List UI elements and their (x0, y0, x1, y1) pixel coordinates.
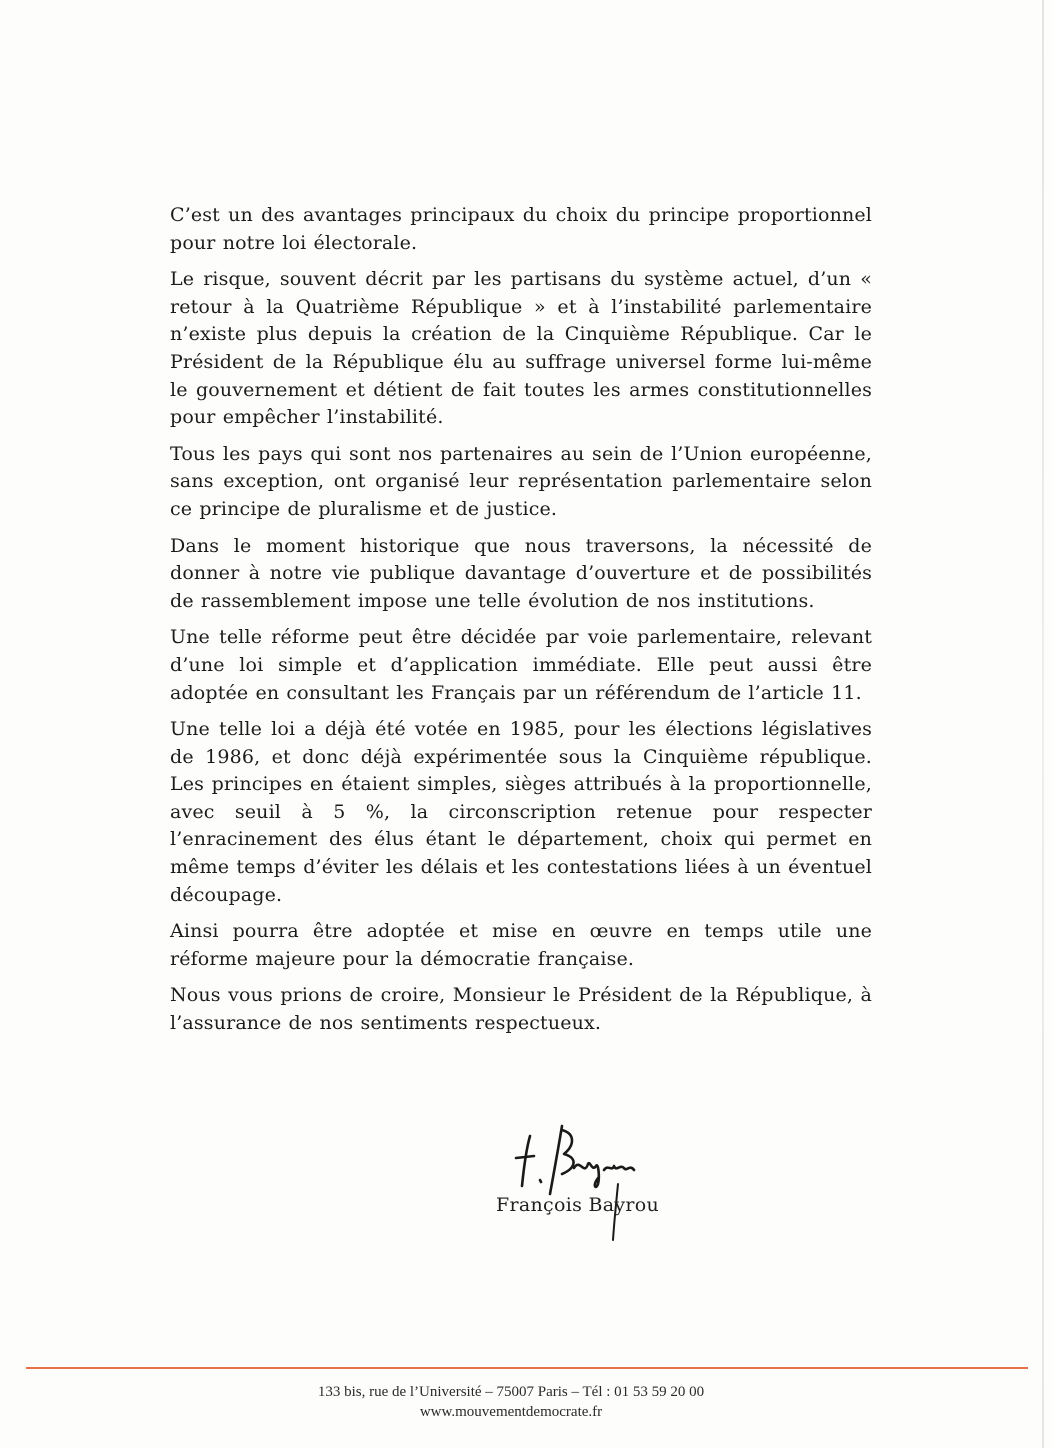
footer-website: www.mouvementdemocrate.fr (419, 1404, 603, 1420)
handwritten-signature (510, 1120, 650, 1250)
paragraph-6: Une telle loi a déjà été votée en 1985, pour les élections législatives de 1986, et donc déjà expérimentée sous la Cinquième république. Les principes en étaient simples, sièges attribués à la proportionnelle, avec seuil à 5 %, la circonscription retenue pour respecter l’enracinement des élus étant le département, choix qui permet en même temps d’éviter les délais et les contestations liées à un éventuel découpage. (170, 718, 872, 906)
footer-divider (26, 1367, 1028, 1369)
signature-block (470, 1120, 710, 1260)
paragraph-3: Tous les pays qui sont nos partenaires au sein de l’Union européenne, sans exception, ont organisé leur représentation parlementaire selon ce principe de pluralisme et de justice. (170, 442, 872, 520)
page-edge-shadow (1042, 0, 1044, 1448)
paragraph-5: Une telle réforme peut être décidée par voie parlementaire, relevant d’une loi simple et d’application immédiate. Elle peut aussi être adoptée en consultant les Français par un référendum de l’article 11. (170, 626, 872, 704)
footer-address: 133 bis, rue de l’Université – 75007 Paris – Tél : 01 53 59 20 00 (317, 1384, 705, 1400)
paragraph-1: C’est un des avantages principaux du choix du principe proportionnel pour notre loi électorale. (170, 204, 872, 254)
footer (0, 1382, 1052, 1422)
paragraph-2: Le risque, souvent décrit par les partisans du système actuel, d’un « retour à la Quatrième République » et à l’instabilité parlementaire n’existe plus depuis la création de la Cinquième République. Car le Président de la République élu au suffrage universel forme lui-même le gouvernement et détient de fait toutes les armes constitutionnelles pour empêcher l’instabilité. (170, 268, 872, 429)
paragraph-7: Ainsi pourra être adoptée et mise en œuvre en temps utile une réforme majeure pour la démocratie française. (170, 920, 872, 970)
letter-body (170, 202, 872, 1047)
paragraph-4: Dans le moment historique que nous traversons, la nécessité de donner à notre vie publique davantage d’ouverture et de possibilités de rassemblement impose une telle évolution de nos institutions. (170, 534, 872, 612)
signer-name: François Bayrou (496, 1194, 660, 1216)
closing-paragraph: Nous vous prions de croire, Monsieur le Président de la République, à l’assurance de nos sentiments respectueux. (170, 984, 872, 1035)
